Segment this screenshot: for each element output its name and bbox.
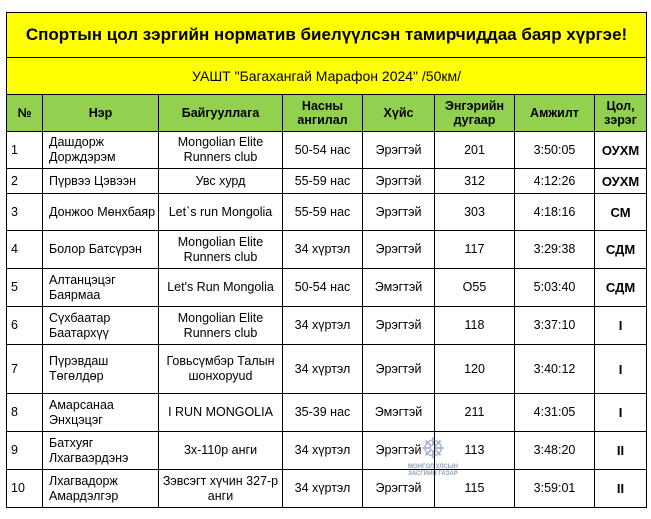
gender: Эмэгтэй [363, 394, 435, 432]
bib-number: 201 [435, 132, 515, 169]
soyombo-icon: ☸ [420, 433, 446, 464]
age-category: 50-54 нас [283, 132, 363, 169]
age-category: 34 хүртэл [283, 432, 363, 470]
gender: Эрэгтэй [363, 432, 435, 470]
athlete-name: Пүрэвдаш Төгөлдөр [43, 345, 159, 394]
organization: I RUN MONGOLIA [159, 394, 283, 432]
organization: Mongolian Elite Runners club [159, 231, 283, 269]
row-number: 8 [7, 394, 43, 432]
age-category: 34 хүртэл [283, 231, 363, 269]
athlete-name: Дашдорж Дорждэрэм [43, 132, 159, 169]
gender: Эрэгтэй [363, 470, 435, 508]
col-header-no: № [7, 95, 43, 132]
col-header-time: Амжилт [515, 95, 595, 132]
athlete-name: Амарсанаа Энхцэцэг [43, 394, 159, 432]
gender: Эрэгтэй [363, 231, 435, 269]
row-number: 3 [7, 194, 43, 231]
bib-number: 117 [435, 231, 515, 269]
gender: Эрэгтэй [363, 194, 435, 231]
bib-number: 312 [435, 169, 515, 194]
table-body [7, 132, 647, 508]
gender: Эрэгтэй [363, 132, 435, 169]
col-header-bib: Энгэрийн дугаар [435, 95, 515, 132]
finish-time: 3:37:10 [515, 307, 595, 345]
rank-title: СДМ [595, 231, 647, 269]
rank-title: СДМ [595, 269, 647, 307]
row-number: 9 [7, 432, 43, 470]
rank-title: II [595, 470, 647, 508]
table-row [7, 345, 647, 394]
organization: Mongolian Elite Runners club [159, 132, 283, 169]
organization: Говьсүмбэр Талын шонхоруud [159, 345, 283, 394]
bib-number: O55 [435, 269, 515, 307]
table-row [7, 307, 647, 345]
table-row [7, 269, 647, 307]
rank-title: ОУХМ [595, 169, 647, 194]
athlete-name: Болор Батсүрэн [43, 231, 159, 269]
row-number: 6 [7, 307, 43, 345]
organization: Let's Run Mongolia [159, 269, 283, 307]
row-number: 4 [7, 231, 43, 269]
athlete-name: Сүхбаатар Баатархүү [43, 307, 159, 345]
row-number: 10 [7, 470, 43, 508]
col-header-age: Насны ангилал [283, 95, 363, 132]
bib-number: 113 [435, 432, 515, 470]
organization: 3х-110р анги [159, 432, 283, 470]
age-category: 55-59 нас [283, 194, 363, 231]
finish-time: 3:40:12 [515, 345, 595, 394]
event-subtitle: УАШТ "Багахангай Марафон 2024" /50км/ [7, 58, 647, 95]
organization: Let`s run Mongolia [159, 194, 283, 231]
athlete-name: Донжоо Мөнхбаяр [43, 194, 159, 231]
government-logo-watermark [404, 434, 462, 494]
col-header-sex: Хүйс [363, 95, 435, 132]
athlete-name: Алтанцэцэг Баярмаа [43, 269, 159, 307]
finish-time: 4:31:05 [515, 394, 595, 432]
row-number: 7 [7, 345, 43, 394]
title-row [7, 13, 647, 58]
col-header-org: Байгууллага [159, 95, 283, 132]
rank-title: ОУХМ [595, 132, 647, 169]
age-category: 34 хүртэл [283, 307, 363, 345]
bib-number: 115 [435, 470, 515, 508]
rank-title: I [595, 307, 647, 345]
results-sheet [6, 12, 646, 508]
bib-number: 211 [435, 394, 515, 432]
finish-time: 3:50:05 [515, 132, 595, 169]
table-row [7, 132, 647, 169]
finish-time: 4:18:16 [515, 194, 595, 231]
age-category: 35-39 нас [283, 394, 363, 432]
age-category: 34 хүртэл [283, 345, 363, 394]
subtitle-row [7, 58, 647, 95]
athlete-name: Батхуяг Лхагваэрдэнэ [43, 432, 159, 470]
col-header-rank: Цол, зэрэг [595, 95, 647, 132]
table-row [7, 432, 647, 470]
finish-time: 5:03:40 [515, 269, 595, 307]
col-header-name: Нэр [43, 95, 159, 132]
organization: Mongolian Elite Runners club [159, 307, 283, 345]
table-row [7, 169, 647, 194]
organization: Увс хурд [159, 169, 283, 194]
table-row [7, 231, 647, 269]
athlete-name: Пүрвээ Цэвээн [43, 169, 159, 194]
watermark-label: МОНГОЛ УЛСЫН ЗАСГИЙН ГАЗАР [408, 464, 458, 477]
age-category: 55-59 нас [283, 169, 363, 194]
organization: Зэвсэгт хүчин 327-р анги [159, 470, 283, 508]
finish-time: 4:12:26 [515, 169, 595, 194]
gender: Эрэгтэй [363, 345, 435, 394]
rank-title: I [595, 394, 647, 432]
row-number: 1 [7, 132, 43, 169]
table-row [7, 470, 647, 508]
row-number: 5 [7, 269, 43, 307]
rank-title: I [595, 345, 647, 394]
page-title: Спортын цол зэргийн норматив биелүүлсэн тамирчиддаа баяр хүргэе! [7, 13, 647, 58]
gender: Эрэгтэй [363, 169, 435, 194]
gender: Эмэгтэй [363, 269, 435, 307]
header-row [7, 95, 647, 132]
results-table [6, 12, 647, 508]
table-row [7, 194, 647, 231]
bib-number: 120 [435, 345, 515, 394]
bib-number: 303 [435, 194, 515, 231]
bib-number: 118 [435, 307, 515, 345]
finish-time: 3:59:01 [515, 470, 595, 508]
age-category: 50-54 нас [283, 269, 363, 307]
age-category: 34 хүртэл [283, 470, 363, 508]
rank-title: СМ [595, 194, 647, 231]
row-number: 2 [7, 169, 43, 194]
rank-title: II [595, 432, 647, 470]
gender: Эрэгтэй [363, 307, 435, 345]
athlete-name: Лхагвадорж Амардэлгэр [43, 470, 159, 508]
table-row [7, 394, 647, 432]
finish-time: 3:29:38 [515, 231, 595, 269]
finish-time: 3:48:20 [515, 432, 595, 470]
